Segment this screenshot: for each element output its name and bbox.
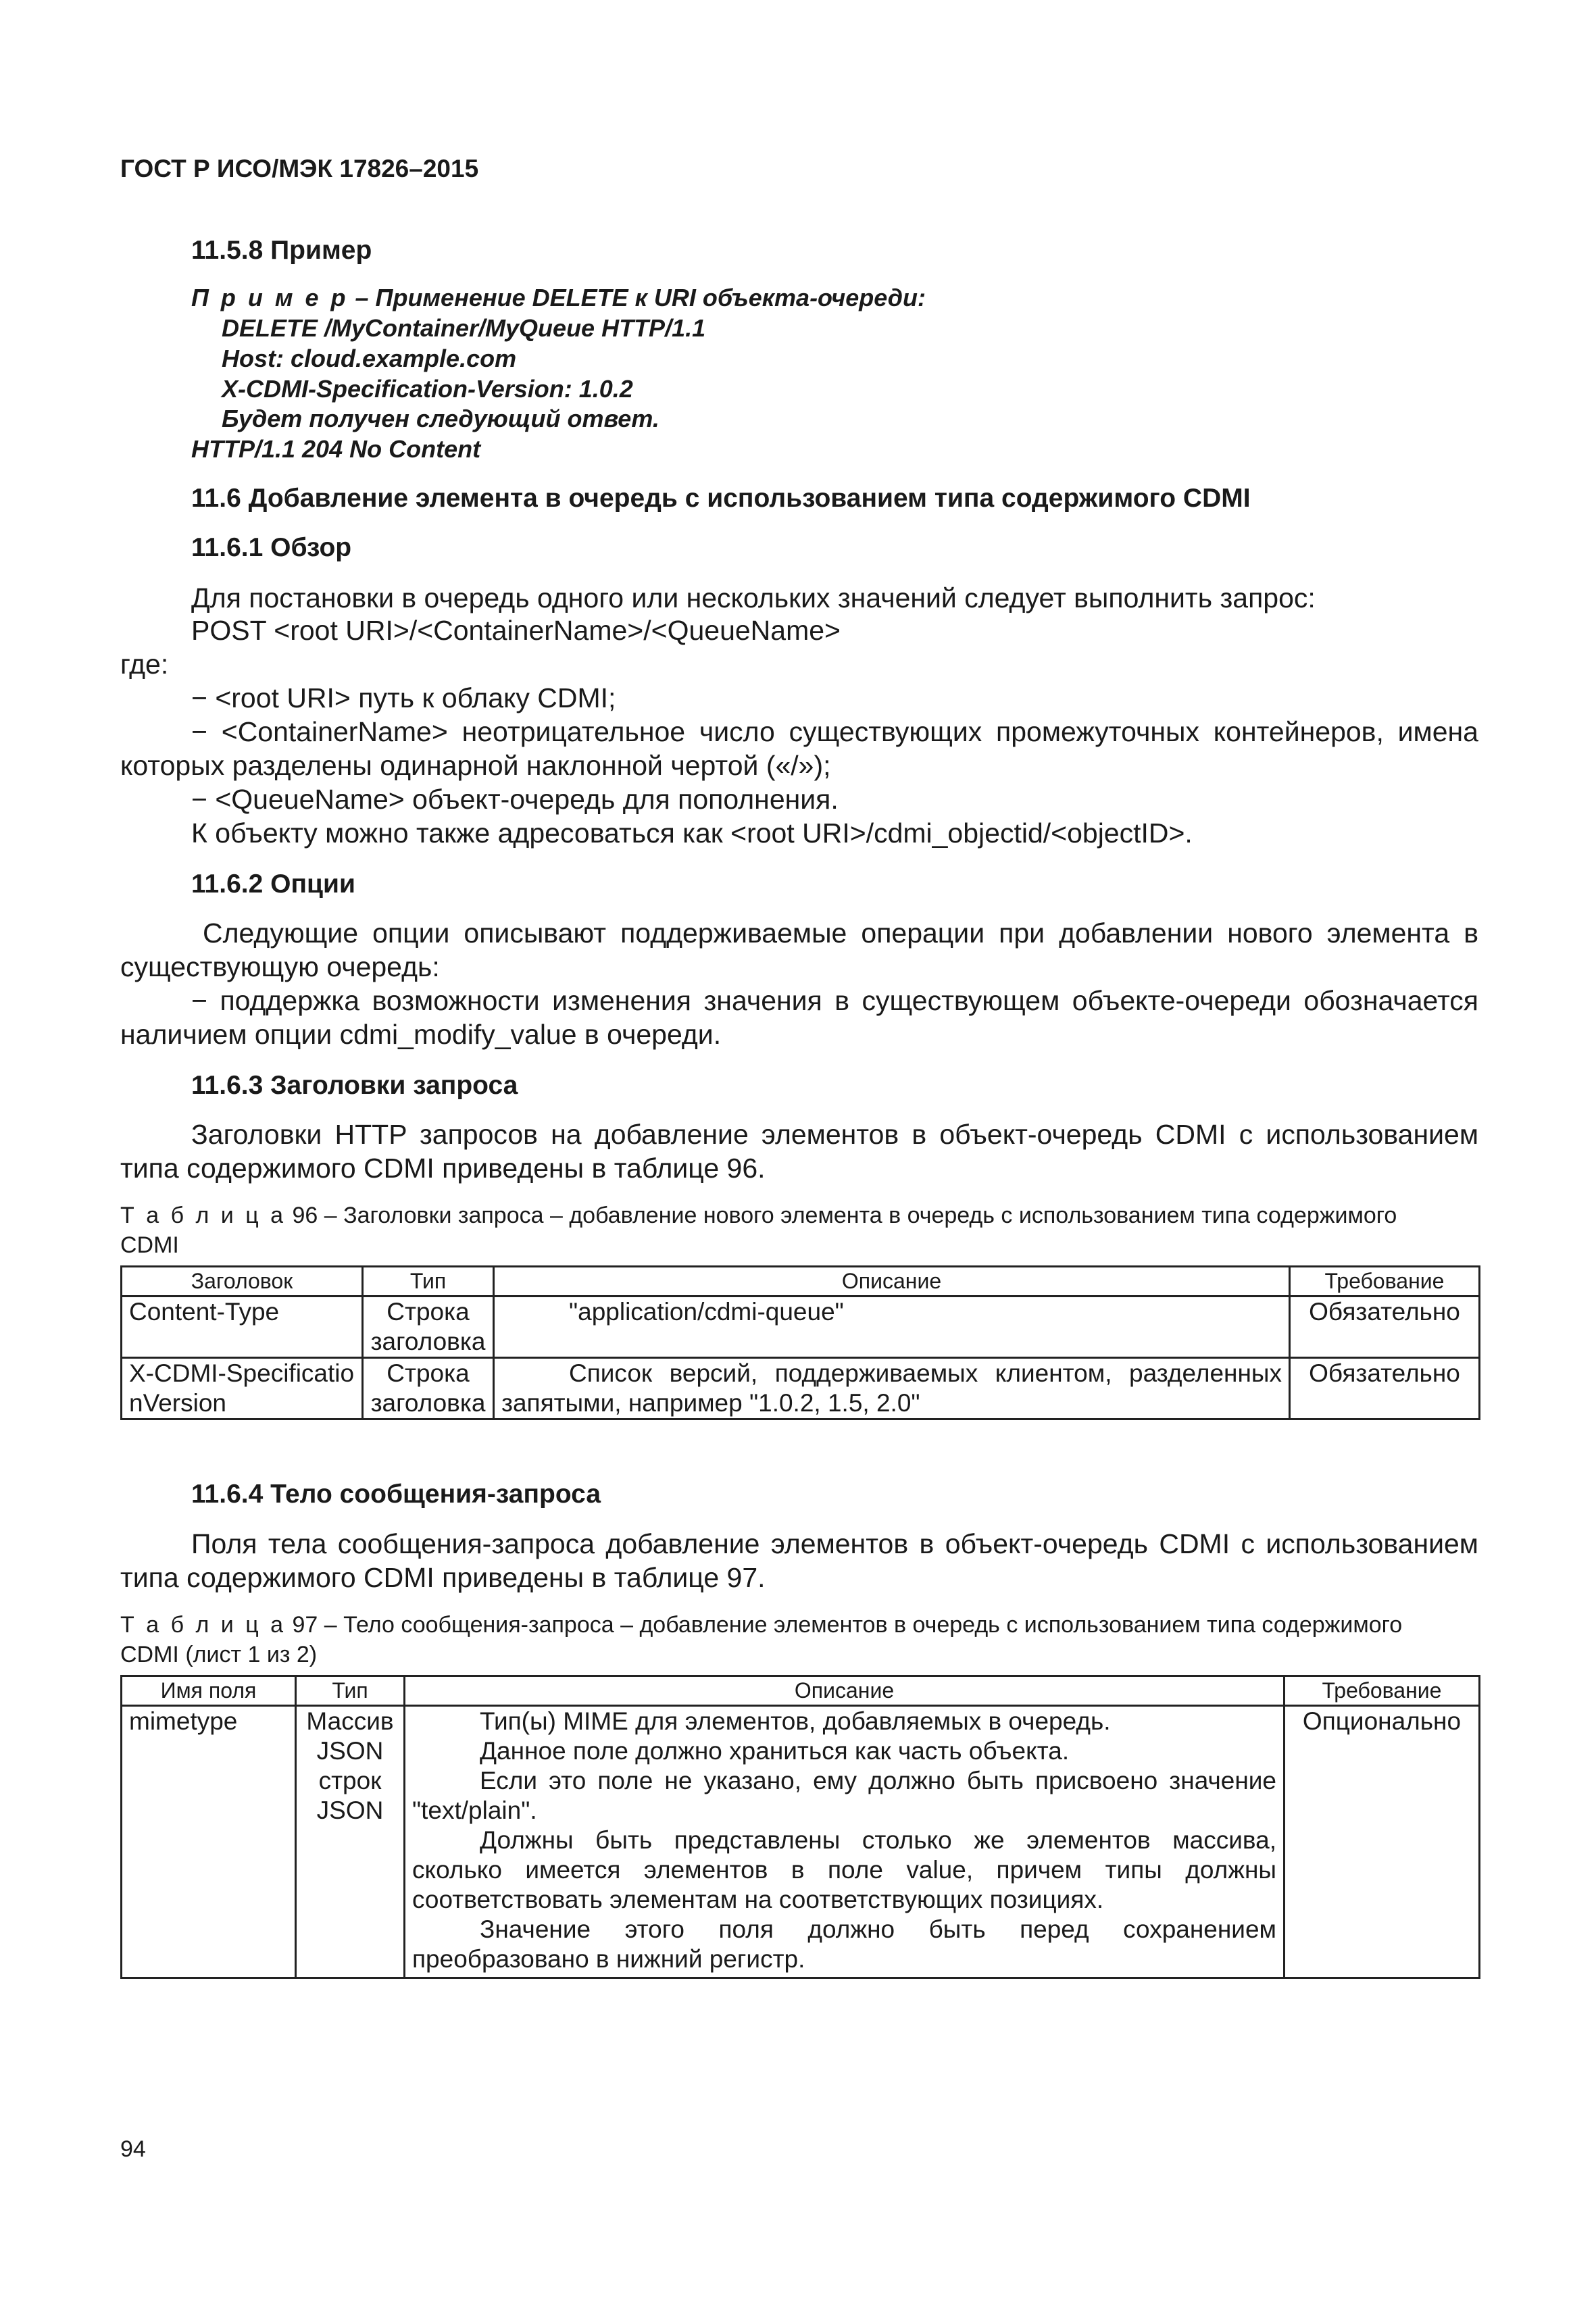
table-97-caption-cont: CDMI (лист 1 из 2) (120, 1642, 318, 1667)
description-paragraph: Значение этого поля должно быть перед сохранением преобразовано в нижний регистр. (412, 1915, 1276, 1973)
table-cell-requirement: Обязательно (1290, 1358, 1480, 1419)
table-96-header-cell: Заголовок (122, 1267, 363, 1297)
table-row (122, 1297, 1480, 1358)
table-96-caption-text: 96 – Заголовки запроса – добавление нового элемента в очередь с использованием типа содержимого (286, 1203, 1397, 1228)
example-line-4: Будет получен следующий ответ. (222, 405, 659, 432)
example-response: HTTP/1.1 204 No Content (191, 435, 481, 463)
example-line-1: DELETE /MyContainer/MyQueue HTTP/1.1 (222, 314, 706, 342)
bullet-container-name-cont: которых разделены одинарной наклонной чертой («/»); (120, 750, 831, 781)
example-intro (191, 284, 926, 312)
overview-paragraph: Для постановки в очередь одного или нескольких значений следует выполнить запрос: (191, 582, 1316, 613)
table-cell-description (405, 1706, 1285, 1978)
table-96-header-cell: Описание (494, 1267, 1290, 1297)
post-request-line: POST <root URI>/<ContainerName>/<QueueName> (191, 615, 841, 646)
document-header: ГОСТ Р ИСО/МЭК 17826–2015 (120, 155, 479, 182)
table-97-caption-label: Т а б л и ц а (120, 1612, 286, 1638)
table-cell-type: Строка заголовка (363, 1358, 494, 1419)
options-bullet-cont: наличием опции cdmi_modify_value в очереди. (120, 1019, 722, 1050)
table-96-caption-label: Т а б л и ц а (120, 1203, 286, 1228)
section-heading-11-6-2: 11.6.2 Опции (191, 870, 355, 899)
headers-paragraph-cont: типа содержимого CDMI приведены в таблице 96. (120, 1153, 766, 1184)
table-96-header-cell: Требование (1290, 1267, 1480, 1297)
table-97-header-cell: Имя поля (122, 1676, 296, 1706)
table-97-header-cell: Описание (405, 1676, 1285, 1706)
table-97-header-row (122, 1676, 1480, 1706)
objectid-paragraph: К объекту можно также адресоваться как <root URI>/cdmi_objectid/<objectID>. (191, 818, 1193, 849)
section-heading-11-6: 11.6 Добавление элемента в очередь с использованием типа содержимого CDMI (191, 484, 1251, 513)
table-97-header-cell: Требование (1285, 1676, 1480, 1706)
table-97 (120, 1675, 1480, 1979)
example-line-3: X-CDMI-Specification-Version: 1.0.2 (222, 375, 633, 403)
table-row (122, 1358, 1480, 1419)
table-97-header-cell: Тип (296, 1676, 405, 1706)
table-cell-field-name: mimetype (122, 1706, 296, 1978)
bullet-container-name: − <ContainerName> неотрицательное число существующих промежуточных контейнеров, имена (191, 716, 1478, 747)
table-row (122, 1706, 1480, 1978)
table-96 (120, 1265, 1480, 1420)
table-96-caption-cont: CDMI (120, 1232, 179, 1258)
description-paragraph: Тип(ы) MIME для элементов, добавляемых в очередь. (480, 1707, 1111, 1735)
section-heading-11-6-4: 11.6.4 Тело сообщения-запроса (191, 1480, 601, 1509)
table-cell-type: Строка заголовка (363, 1297, 494, 1358)
table-cell-requirement: Опционально (1285, 1706, 1480, 1978)
where-label: где: (120, 649, 169, 680)
options-paragraph-cont: существующую очередь: (120, 951, 440, 982)
bullet-queue-name: − <QueueName> объект-очередь для пополнения. (191, 784, 839, 815)
section-heading-11-5-8: 11.5.8 Пример (191, 236, 372, 265)
table-96-caption (120, 1203, 1397, 1229)
table-cell-header-name: X-CDMI-SpecificationVersion (122, 1358, 363, 1419)
example-label: П р и м е р (191, 284, 349, 311)
table-97-caption (120, 1612, 1402, 1638)
table-cell-requirement: Обязательно (1290, 1297, 1480, 1358)
table-96-header-row (122, 1267, 1480, 1297)
headers-paragraph: Заголовки HTTP запросов на добавление элементов в объект-очередь CDMI с использованием (191, 1119, 1478, 1150)
description-paragraph: Должны быть представлены столько же элементов массива, сколько имеется элементов в поле value, причем типы должны соответствовать элементам на соответствующих позициях. (412, 1826, 1276, 1913)
description-paragraph: Данное поле должно храниться как часть объекта. (480, 1737, 1070, 1765)
table-cell-type: Массив JSON строк JSON (296, 1706, 405, 1978)
table-cell-description: "application/cdmi-queue" (494, 1297, 1290, 1358)
example-intro-text: – Применение DELETE к URI объекта-очереди: (348, 284, 926, 311)
body-fields-paragraph: Поля тела сообщения-запроса добавление элементов в объект-очередь CDMI с использованием (191, 1528, 1478, 1559)
table-97-caption-text: 97 – Тело сообщения-запроса – добавление элементов в очередь с использованием типа содержимого (286, 1612, 1403, 1638)
options-bullet: − поддержка возможности изменения значения в существующем объекте-очереди обозначается (191, 985, 1478, 1016)
table-96-header-cell: Тип (363, 1267, 494, 1297)
bullet-root-uri: − <root URI> путь к облаку CDMI; (191, 682, 616, 713)
options-paragraph: Следующие опции описывают поддерживаемые операции при добавлении нового элемента в (203, 917, 1478, 949)
example-line-2: Host: cloud.example.com (222, 345, 517, 372)
description-paragraph: Если это поле не указано, ему должно быть присвоено значение "text/plain". (412, 1767, 1276, 1824)
body-fields-paragraph-cont: типа содержимого CDMI приведены в таблице 97. (120, 1562, 766, 1593)
section-heading-11-6-1: 11.6.1 Обзор (191, 533, 352, 562)
table-cell-header-name: Content-Type (122, 1297, 363, 1358)
page-number: 94 (120, 2136, 146, 2162)
table-cell-description: Список версий, поддерживаемых клиентом, разделенных запятыми, например "1.0.2, 1.5, 2.0" (494, 1358, 1290, 1419)
section-heading-11-6-3: 11.6.3 Заголовки запроса (191, 1071, 518, 1100)
